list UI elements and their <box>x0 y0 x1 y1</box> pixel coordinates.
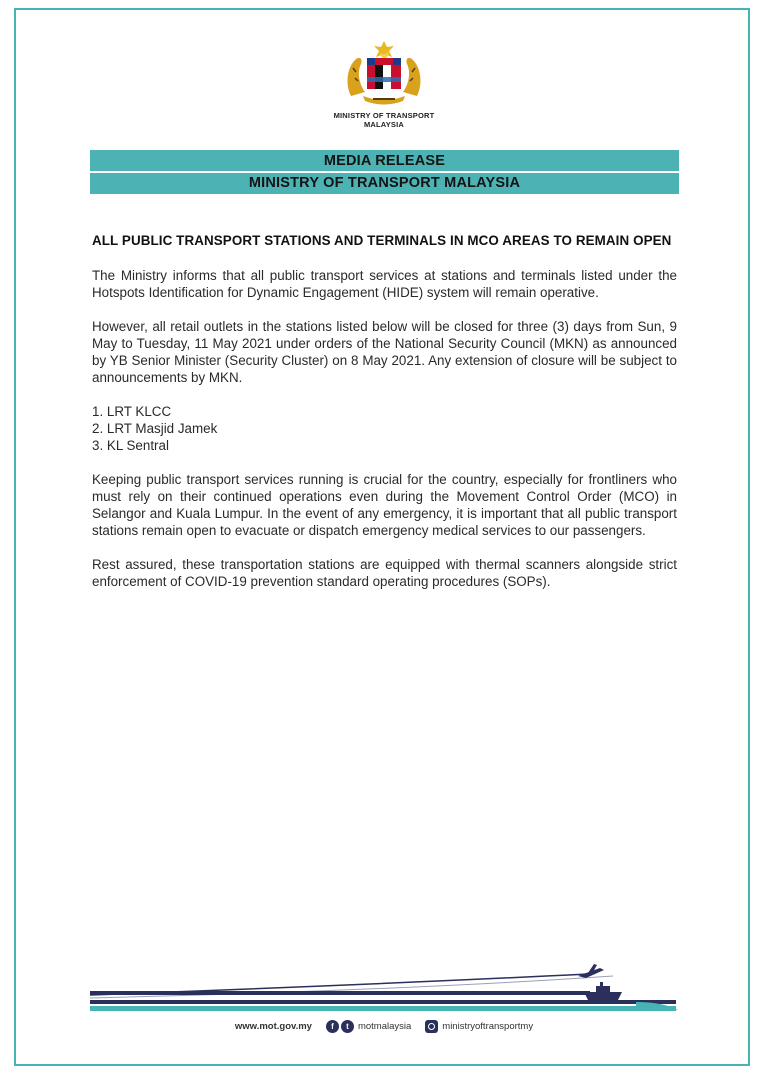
paragraph-3: Keeping public transport services running is crucial for the country, especially for frontliners who must rely on their continued operations even during the Movement Control Order (MCO) in Selangor and Kuala Lumpur. In the event of any emergency, it is important that all public transport stations remain open to evacuate or dispatch emergency medical services to our passengers. <box>92 472 677 538</box>
ministry-name <box>284 111 484 129</box>
list-item: 1. LRT KLCC <box>92 404 172 419</box>
paragraph-1: The Ministry informs that all public transport services at stations and terminals listed under the Hotspots Identification for Dynamic Engagement (HIDE) system will remain operative. <box>92 268 677 300</box>
instagram-handle[interactable]: ministryoftransportmy <box>442 1021 534 1032</box>
media-release-banner <box>90 150 679 194</box>
coat-of-arms-icon <box>339 38 429 108</box>
release-headline: ALL PUBLIC TRANSPORT STATIONS AND TERMINALS IN MCO AREAS TO REMAIN OPEN <box>92 233 672 248</box>
release-body <box>92 232 677 607</box>
paragraph-4: Rest assured, these transportation stations are equipped with thermal scanners alongside strict enforcement of COVID-19 prevention standard operating procedures (SOPs). <box>92 557 677 589</box>
station-list <box>92 403 677 454</box>
instagram-icon[interactable] <box>425 1020 438 1033</box>
ministry-name-line2: MALAYSIA <box>363 120 405 129</box>
social-handle[interactable]: motmalaysia <box>357 1021 412 1032</box>
website-link[interactable]: www.mot.gov.my <box>234 1021 312 1032</box>
facebook-icon[interactable]: f <box>326 1020 339 1033</box>
banner-divider <box>90 171 679 173</box>
banner-subtitle: MINISTRY OF TRANSPORT MALAYSIA <box>248 175 521 191</box>
twitter-icon[interactable]: t <box>341 1020 354 1033</box>
banner-title: MEDIA RELEASE <box>323 153 446 169</box>
list-item: 3. KL Sentral <box>92 438 169 453</box>
footer-links <box>0 1020 768 1033</box>
ministry-name-line1: MINISTRY OF TRANSPORT <box>333 111 435 120</box>
list-item: 2. LRT Masjid Jamek <box>92 421 218 436</box>
transport-footer-graphic <box>88 962 680 1022</box>
airplane-icon <box>578 964 604 978</box>
paragraph-2: However, all retail outlets in the stations listed below will be closed for three (3) days from Sun, 9 May to Tuesday, 11 May 2021 under orders of the National Security Council (MKN) as announced by YB Senior Minister (Security Cluster) on 8 May 2021. Any extension of closure will be subject to announcements by MKN. <box>92 319 677 385</box>
